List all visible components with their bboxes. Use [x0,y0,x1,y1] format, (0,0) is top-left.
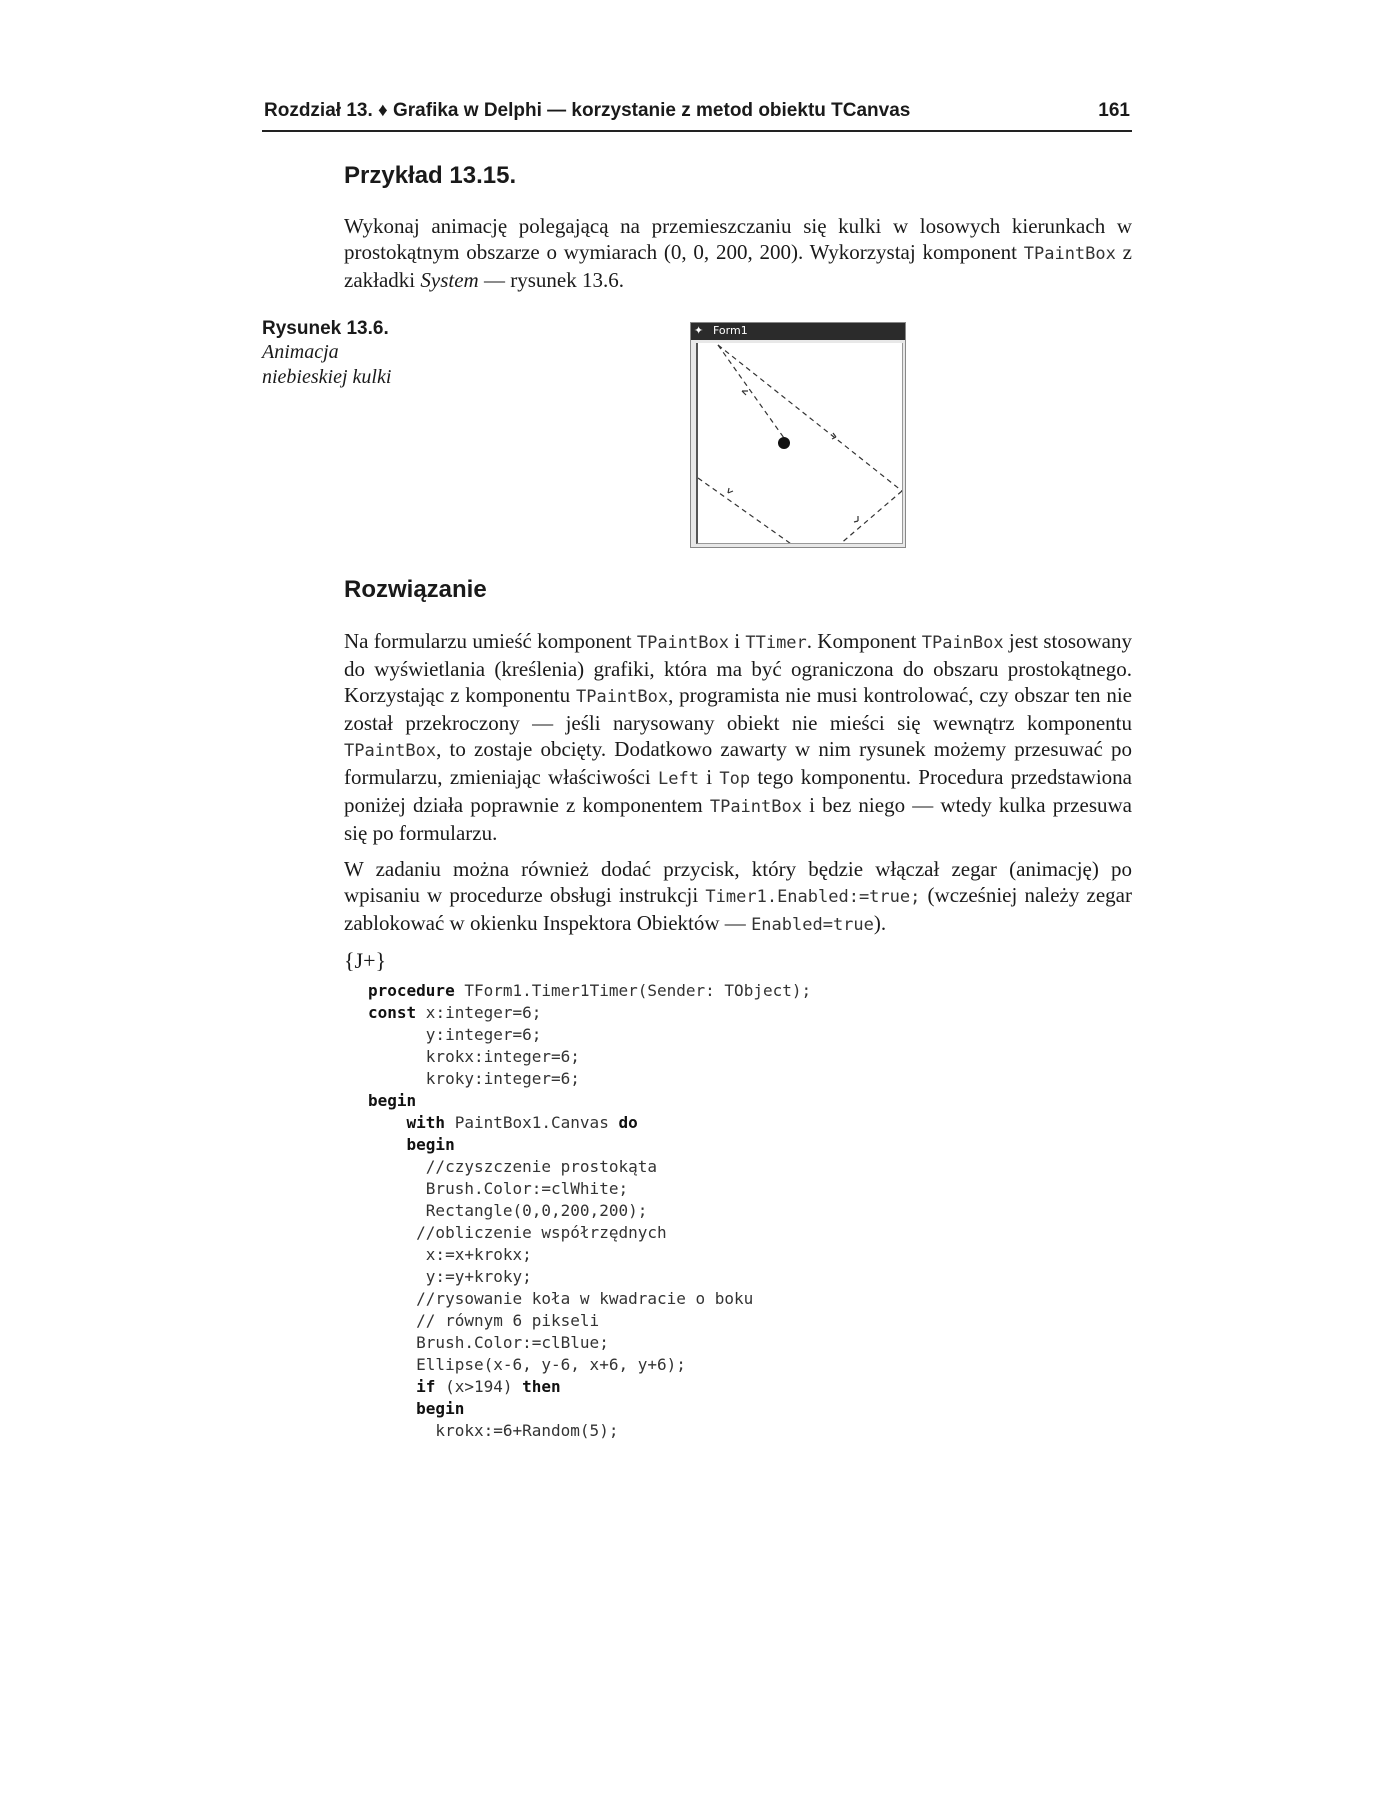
running-header [262,100,1132,132]
figure-number: Rysunek 13.6. [262,318,389,339]
text-run: W zadaniu można również dodać przycisk, który będzie włączał zegar (animację) po wpisaniu w procedurze obsługi instrukcji [344,857,1132,907]
code-run: TPainBox [921,633,1004,653]
text-run: i [698,765,720,789]
solution-paragraph [344,628,1132,846]
ball-trajectory-drawing [698,343,902,543]
example-text [344,213,1132,293]
code-run: TPaintBox [344,741,437,761]
chapter-title: Rozdział 13. ♦ Grafika w Delphi — korzystanie z metod obiektu TCanvas [264,100,911,121]
code-line: Rectangle(0,0,200,200); [368,1201,648,1220]
code-line: //rysowanie koła w kwadracie o boku [368,1289,754,1308]
code-line: Brush.Color:=clBlue; [368,1333,609,1352]
solution-title: Rozwiązanie [344,576,487,603]
arrow-marker [742,391,748,395]
code-line: x:=x+krokx; [368,1245,532,1264]
text-run: tego komponentu. Procedura przedstawiona poniżej działa poprawnie z komponentem [344,765,1133,817]
form-window-screenshot [690,322,906,548]
text-run: jest stosowany do wyświetlania (kreślenia) grafiki, która ma być ograniczona do obszaru prostokątnego. Korzystając z komponentu [344,629,1132,707]
code-line: y:=y+kroky; [368,1267,532,1286]
window-title: Form1 [713,324,748,337]
code-keyword: const [368,1003,417,1022]
code-run: TPaintBox [636,633,729,653]
code-keyword: begin [368,1135,455,1154]
text-run: i [728,629,746,653]
arrow-marker [854,516,858,522]
code-run: Left [657,769,699,789]
arrow-marker [728,488,733,493]
code-text: x:integer=6; [416,1003,542,1022]
page-number: 161 [1098,100,1130,121]
text-run: , to zostaje obcięty. Dodatkowo zawarty w nim rysunek możemy przesuwać po formularzu, zmieniając właściwości [344,737,1132,789]
code-listing [368,980,811,1442]
code-line: krokx:integer=6; [368,1047,580,1066]
code-line: //czyszczenie prostokąta [368,1157,657,1176]
figure-caption [262,318,412,390]
code-run: Timer1.Enabled:=true; [705,887,921,907]
caption-line: Animacja [262,341,339,363]
code-run: TPaintBox [709,797,802,817]
code-keyword: begin [368,1091,417,1110]
code-keyword: begin [368,1399,465,1418]
code-keyword: if [368,1377,436,1396]
text-run: Na formularzu umieść komponent [344,629,637,653]
trajectory-segment [818,491,902,543]
text-run: . Komponent [806,629,922,653]
code-line: // równym 6 pikseli [368,1311,600,1330]
code-line: //obliczenie współrzędnych [368,1223,667,1242]
text-run: Wykonaj animację polegającą na przemieszczaniu się kulki w losowych kierunkach w prostokątnym obszarze o wymiarach (0, 0, 200, 200). Wykorzystaj komponent [344,214,1132,264]
paintbox-canvas [696,343,903,544]
example-title: Przykład 13.15. [344,162,517,189]
solution-paragraph [344,856,1132,938]
code-keyword: do [618,1113,638,1132]
trajectory-segment [698,478,818,543]
text-run: , programista nie musi kontrolować, czy obszar ten nie został przekroczony — jeśli narysowany obiekt nie mieści się wewnątrz komponentu [344,683,1133,735]
text-run: (wcześniej należy zegar zablokować w okienku Inspektora Obiektów — [344,883,1132,935]
code-run: TPaintBox [575,687,669,707]
code-run: Top [719,769,751,789]
window-titlebar [691,323,905,340]
text-run: — rysunek 13.6. [478,268,624,292]
code-line: krokx:=6+Random(5); [368,1421,619,1440]
code-keyword: procedure [368,981,455,1000]
text-run: ). [873,911,887,935]
blue-ball [778,437,790,449]
trajectory-segment [718,345,902,491]
text-run: z zakładki [344,240,1132,292]
delphi-form-icon: ✦ [694,324,704,337]
code-text: PaintBox1.Canvas [445,1113,619,1132]
code-text: TForm1.Timer1Timer(Sender: TObject); [454,981,812,1000]
code-keyword: with [368,1113,446,1132]
italic-run: System [420,268,479,292]
code-line: Ellipse(x-6, y-6, x+6, y+6); [368,1355,686,1374]
caption-line: niebieskiej kulki [262,366,392,388]
code-text: (x>194) [435,1377,523,1396]
code-line: Brush.Color:=clWhite; [368,1179,629,1198]
code-run: TPaintBox [1023,244,1116,264]
code-line: y:integer=6; [368,1025,542,1044]
code-run: Enabled=true [751,915,874,935]
trajectory-segment [718,345,784,438]
code-keyword: then [522,1377,561,1396]
compiler-directive: {J+} [344,948,387,973]
code-run: TTimer [745,633,807,653]
text-run: i bez niego — wtedy kulka przesuwa się po formularzu. [344,793,1132,845]
code-line: kroky:integer=6; [368,1069,580,1088]
